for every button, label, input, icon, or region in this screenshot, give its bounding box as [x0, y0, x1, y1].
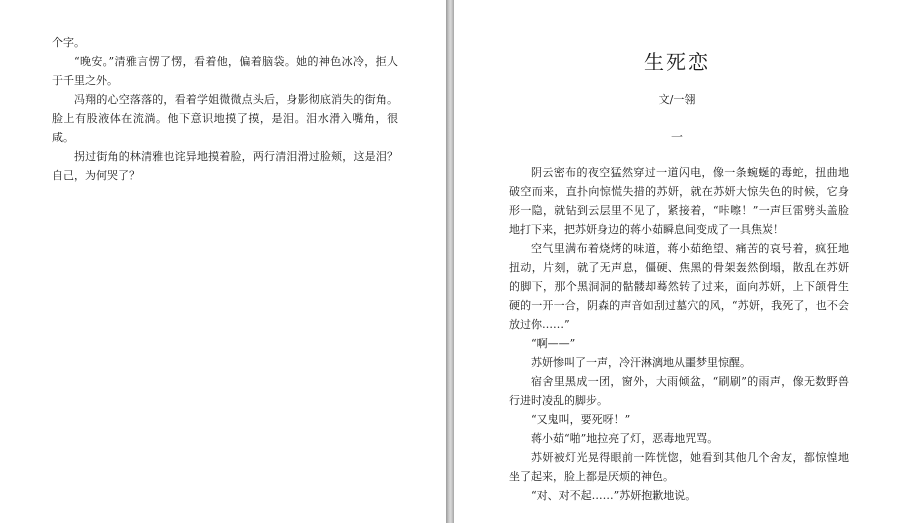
paragraph: 拐过街角的林清雅也诧异地摸着脸，两行清泪滑过脸颊，这是泪？自己，为何哭了？ [52, 150, 398, 182]
story-title: 生死恋 [644, 50, 710, 74]
left-page-text [52, 33, 398, 185]
paragraph: “又鬼叫，要死呀！” [531, 413, 631, 426]
paragraph: 空气里满布着烧烤的味道，蒋小茹绝望、痛苦的哀号着，疯狂地扭动，片刻，就了无声息，僵硬、焦黑的骨架轰然倒塌，散乱在苏妍的脚下，那个黑洞洞的骷髅却蓦然转了过来，面向苏妍，上下颌骨生硬的一开一合，阴森的声音如刮过墓穴的风，“苏妍，我死了，也不会放过你……” [509, 242, 849, 331]
paragraph: 阴云密布的夜空猛然穿过一道闪电，像一条蜿蜒的毒蛇，扭曲地破空而来，直扑向惊慌失措的苏妍，就在苏妍大惊失色的时候，它身形一隐，就钻到云层里不见了，紧接着，“咔嚓！”一声巨雷劈头盖脸地打下来，把苏妍身边的蒋小茹瞬息间变成了一具焦炭！ [509, 166, 849, 236]
paragraph: 苏妍惨叫了一声，冷汗淋漓地从噩梦里惊醒。 [531, 356, 751, 369]
author-line: 文/一翎 [658, 93, 696, 106]
paragraph: “晚安。”清雅言愣了愣，看着他，偏着脑袋。她的神色冰冷，拒人于千里之外。 [52, 55, 398, 87]
paragraph: “对、对不起……”苏妍抱歉地说。 [531, 489, 697, 502]
paragraph: “啊——” [531, 337, 576, 350]
page-divider [446, 0, 454, 523]
paragraph: 宿舍里黑成一团，窗外，大雨倾盆，“刷刷”的雨声，像无数野兽行进时凌乱的脚步。 [509, 375, 849, 407]
paragraph: 苏妍被灯光晃得眼前一阵恍惚，她看到其他几个舍友，都惊惶地坐了起来，脸上都是厌烦的神色。 [509, 451, 849, 483]
right-page-text [509, 163, 849, 505]
paragraph: 蒋小茹“啪”地拉亮了灯，恶毒地咒骂。 [531, 432, 719, 445]
right-page [454, 0, 900, 523]
left-page [0, 0, 446, 523]
paragraph: 个字。 [52, 36, 85, 49]
chapter-number: 一 [670, 130, 683, 144]
paragraph: 冯翔的心空落落的，看着学姐微微点头后，身影彻底消失的街角。脸上有股液体在流淌。他下意识地摸了摸，是泪。泪水滑入嘴角，很咸。 [52, 93, 398, 144]
